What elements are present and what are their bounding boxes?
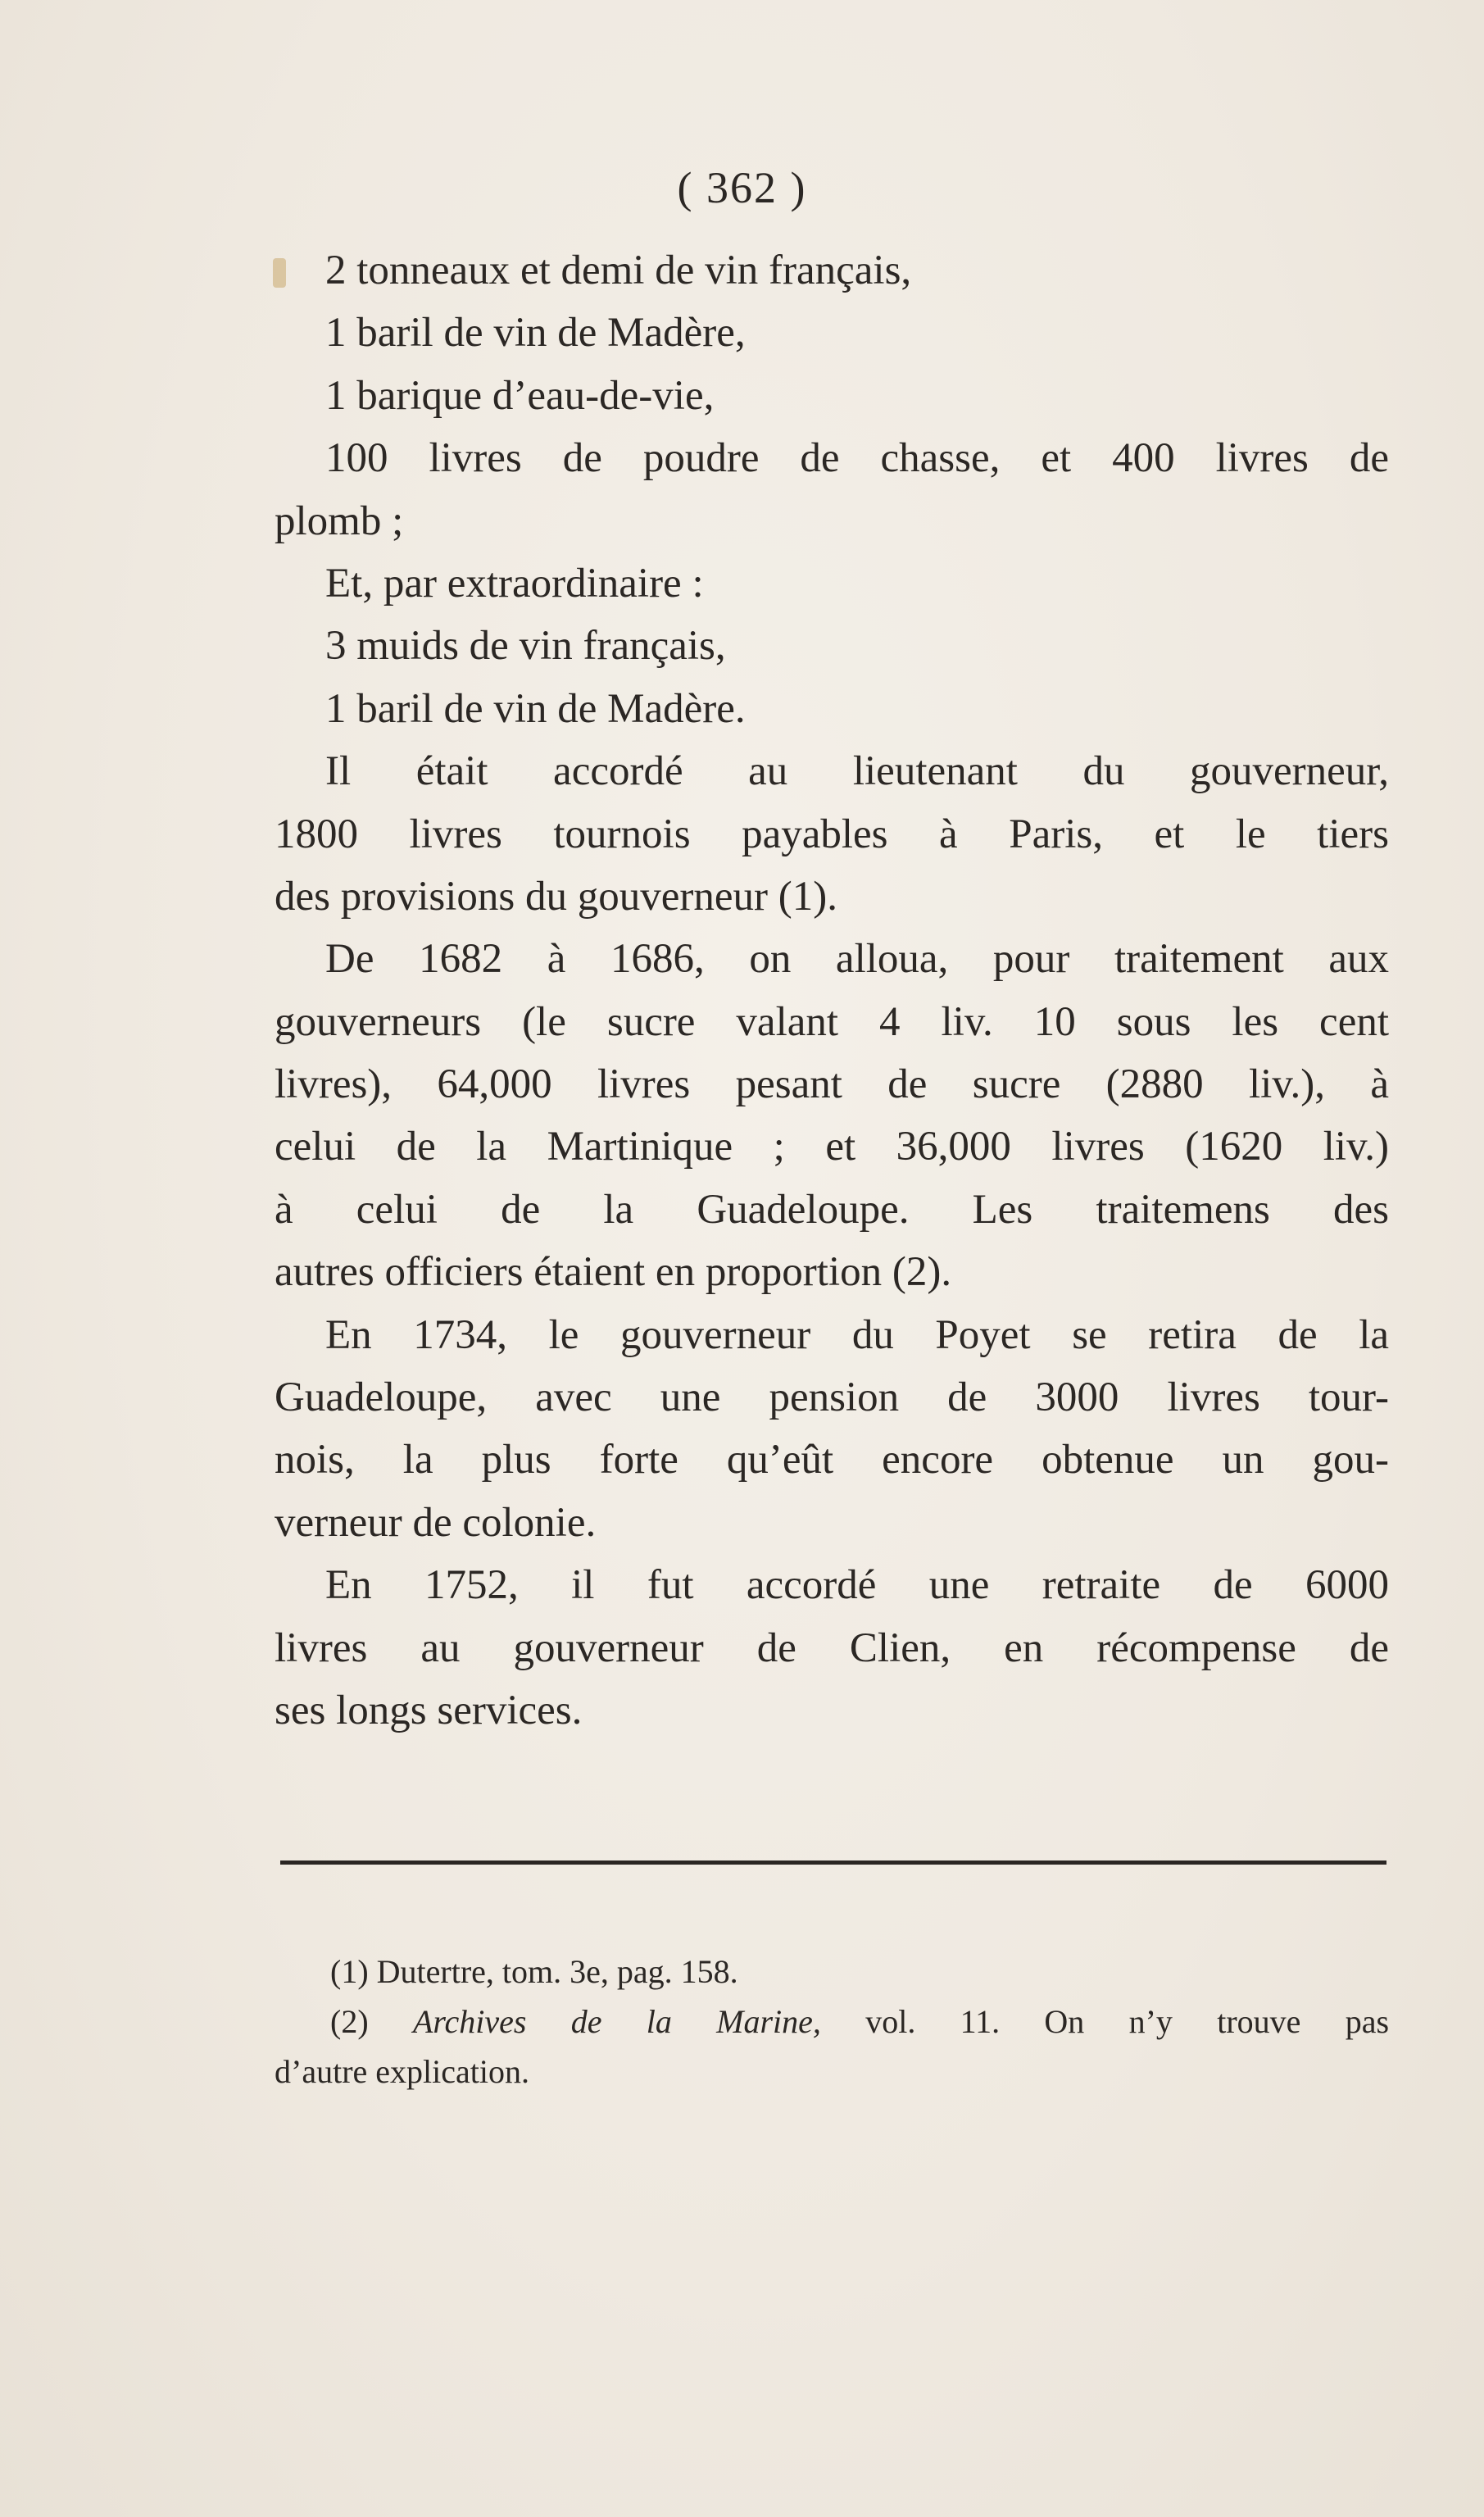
text-line: 1 baril de vin de Madère. xyxy=(325,685,746,732)
text-line: 1800 livres tournois payables à Paris, et le tiers xyxy=(275,811,1389,857)
text-line: Et, par extraordinaire : xyxy=(325,560,704,607)
footnote-2-suffix: vol. 11. On n’y trouve pas xyxy=(820,2003,1390,2040)
text-line: verneur de colonie. xyxy=(275,1499,597,1546)
text-line: De 1682 à 1686, on alloua, pour traitement aux xyxy=(325,936,1389,983)
text-line: 1 baril de vin de Madère, xyxy=(325,310,746,357)
footnote-2-source: Archives de la Marine, xyxy=(412,2003,821,2040)
text-line: 100 livres de poudre de chasse, et 400 livres de xyxy=(325,435,1389,482)
text-line: ses longs services. xyxy=(275,1687,583,1733)
text-line: gouverneurs (le sucre valant 4 liv. 10 sous les cent xyxy=(275,998,1389,1045)
page-number-header: ( 362 ) xyxy=(677,163,807,212)
text-line: Il était accordé au lieutenant du gouverneur, xyxy=(325,748,1389,795)
text-line: à celui de la Guadeloupe. Les traitemens des xyxy=(275,1186,1389,1233)
text-line: plomb ; xyxy=(275,497,404,544)
text-line: 2 tonneaux et demi de vin français, xyxy=(325,248,912,293)
text-line: des provisions du gouverneur (1). xyxy=(275,873,837,920)
text-line: livres au gouverneur de Clien, en récompense de xyxy=(275,1624,1389,1671)
footnote-1: (1) Dutertre, tom. 3e, pag. 158. xyxy=(330,1953,738,1990)
text-line: 3 muids de vin français, xyxy=(325,623,726,670)
text-line: livres), 64,000 livres pesant de sucre (2880 liv.), à xyxy=(275,1061,1389,1108)
text-line: Guadeloupe, avec une pension de 3000 livres tour- xyxy=(275,1374,1389,1421)
footnote-2 xyxy=(275,1997,1389,2047)
footnotes xyxy=(275,1947,1389,2097)
footnote-rule xyxy=(280,1860,1386,1865)
main-text xyxy=(275,239,1389,1742)
text-line: autres officiers étaient en proportion (2). xyxy=(275,1249,952,1296)
text-line: En 1752, il fut accordé une retraite de 6000 xyxy=(325,1562,1389,1609)
text-line: nois, la plus forte qu’eût encore obtenue un gou- xyxy=(275,1437,1389,1483)
text-line: En 1734, le gouverneur du Poyet se retira de la xyxy=(325,1311,1389,1358)
text-line: celui de la Martinique ; et 36,000 livres (1620 liv.) xyxy=(275,1124,1389,1170)
footnote-2-prefix: (2) xyxy=(330,2003,413,2040)
text-line: 1 barique d’eau-de-vie, xyxy=(325,372,715,419)
footnote-2-continuation: d’autre explication. xyxy=(275,2053,529,2090)
